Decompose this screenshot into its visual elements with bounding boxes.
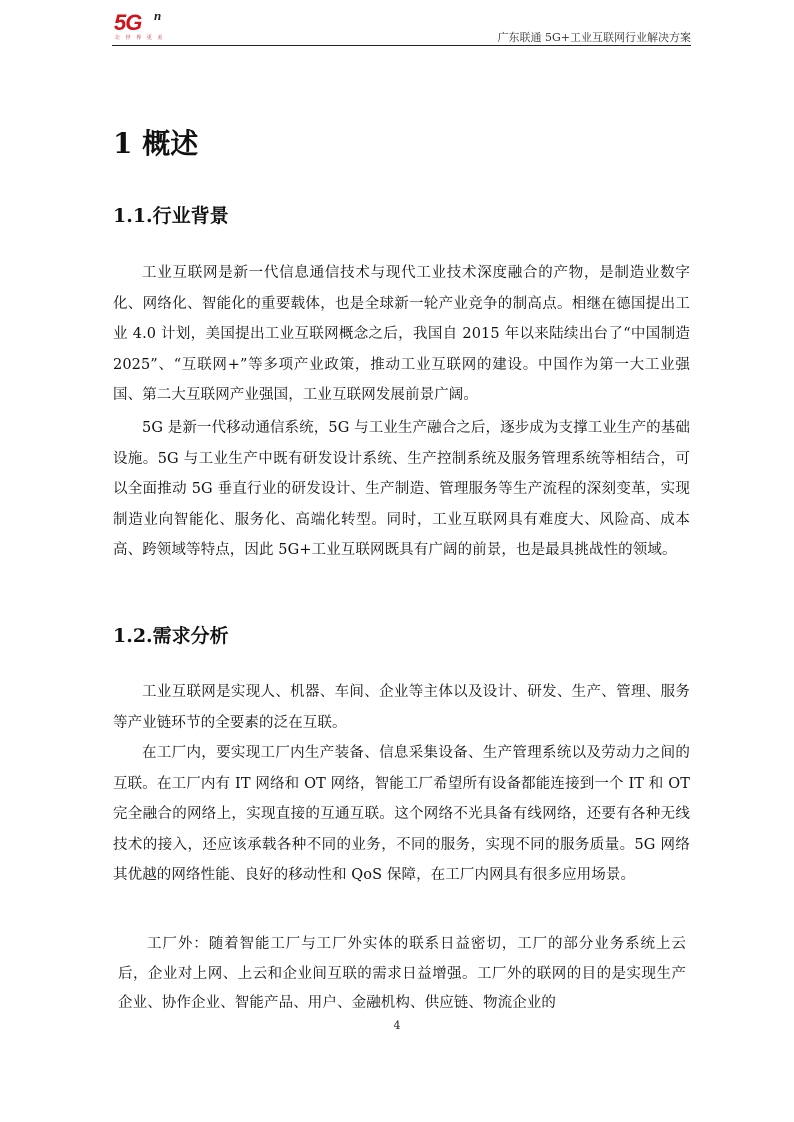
body-paragraph: 工厂外：随着智能工厂与工厂外实体的联系日益密切，工厂的部分业务系统上云后，企业对上网、上云和企业间互联的需求日益增强。工厂外的联网的目的是实现生产企业、协作企业、智能产品、用户、金融机构、供应链、物流企业的 (118, 936, 686, 1011)
body-paragraph: 工业互联网是实现人、机器、车间、企业等主体以及设计、研发、生产、管理、服务等产业链环节的全要素的泛在互联。 (113, 684, 690, 731)
body-paragraph: 5G 是新一代移动通信系统，5G 与工业生产融合之后，逐步成为支撑工业生产的基础设施。5G 与工业生产中既有研发设计系统、生产控制系统及服务管理系统等相结合，可以全面推动 5G 垂直行业的研发设计、生产制造、管理服务等生产流程的深刻变革，实现制造业向智能化、服务化、高端化转型。同时，工业互联网具有难度大、风险高、成本高、跨领域等特点，因此 5G+工业互联网既具有广阔的前景，也是最具挑战性的领域。 (113, 420, 690, 558)
running-header-title: 广东联通 5G+工业互联网行业解决方案 (497, 31, 691, 44)
section-heading: 1.1.行业背景 (113, 205, 229, 227)
logo-subtitle: 让 世 界 更 美 (115, 35, 165, 41)
section-heading: 1.2.需求分析 (113, 625, 229, 647)
chapter-title: 1 概述 (113, 127, 199, 160)
body-paragraph: 工业互联网是新一代信息通信技术与现代工业技术深度融合的产物，是制造业数字化、网络化、智能化的重要载体，也是全球新一轮产业竞争的制高点。相继在德国提出工业 4.0 计划，美国提出工业互联网概念之后，我国自 2015 年以来陆续出台了“中国制造 2025”、“互联网+”等多项产业政策，推动工业互联网的建设。中国作为第一大工业强国、第二大互联网产业强国，工业互联网发展前景广阔。 (113, 265, 690, 403)
page-number: 4 (393, 1019, 401, 1032)
logo-superscript: n (154, 8, 162, 23)
body-paragraph: 在工厂内，要实现工厂内生产装备、信息采集设备、生产管理系统以及劳动力之间的互联。在工厂内有 IT 网络和 OT 网络，智能工厂希望所有设备都能连接到一个 IT 和 OT 完全融合的网络上，实现直接的互通互联。这个网络不光具备有线网络，还要有各种无线技术的接入，还应该承载各种不同的业务，不同的服务，实现不同的服务质量。5G 网络其优越的网络性能、良好的移动性和 QoS 保障，在工厂内网具有很多应用场景。 (113, 745, 690, 883)
company-logo (114, 8, 174, 46)
header-divider (112, 45, 691, 46)
logo-5g-text: 5G (114, 10, 142, 35)
